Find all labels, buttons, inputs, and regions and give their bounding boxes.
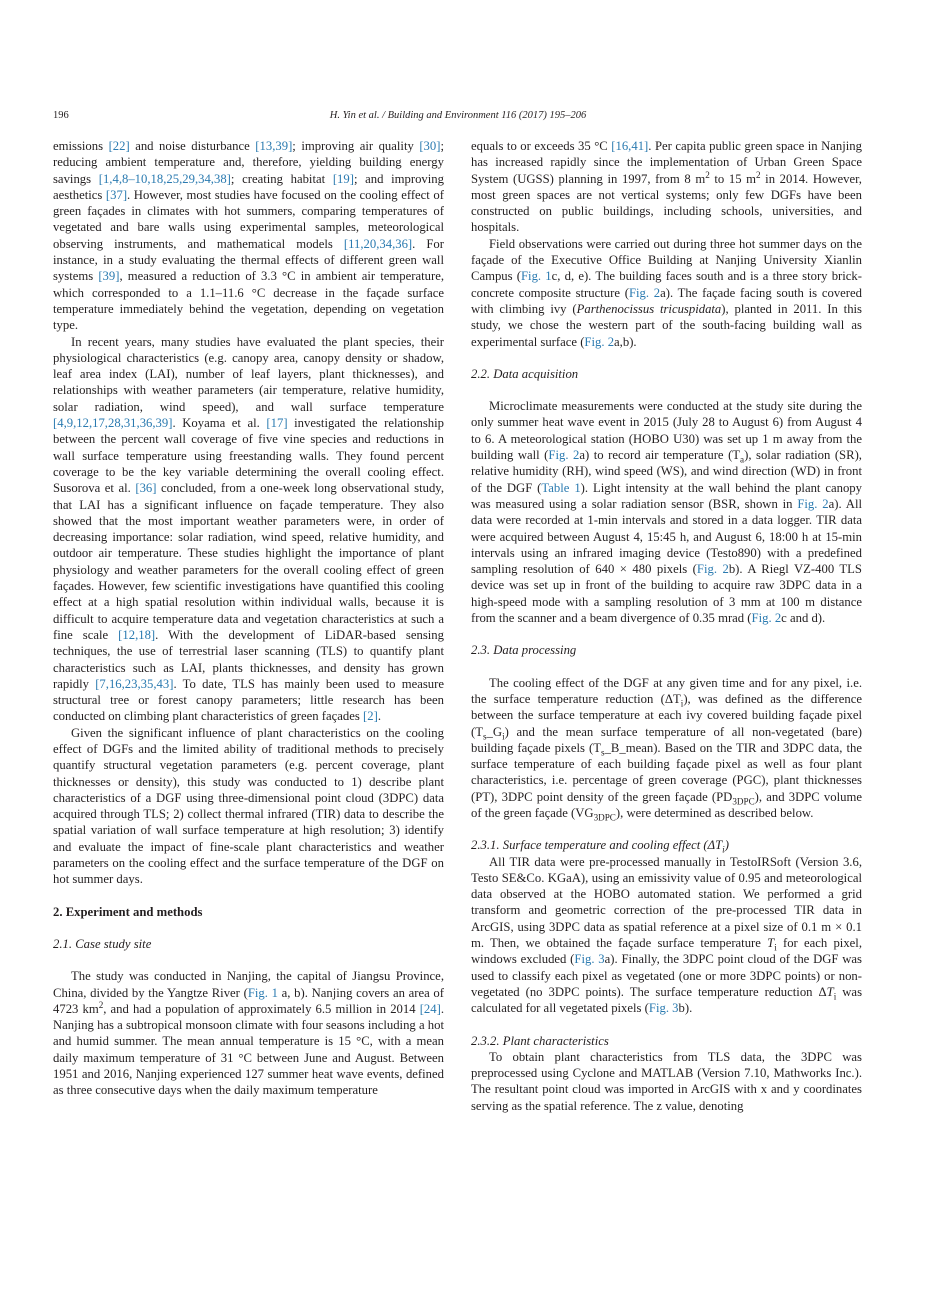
citation-link[interactable]: [7,16,23,35,43]: [95, 676, 174, 691]
paragraph: Microclimate measurements were conducted at the study site during the only summer heat wave event in 2015 (July 28 to August 6) from August 4 to 6. A meteorological station (HOBO U30) was set up 1 m away from the building wall (Fig. 2a) to record air temperature $(T_a)$, solar radiation (SR), relative humidity (RH), wind speed (WS), and wind direction (WD) in front of the DGF (Table 1). Light intensity at the wall behind the plant canopy was measured using a solar radiation sensor (BSR, shown in Fig. 2a). All data were recorded at 1-min intervals and stored in a data logger. TIR data were acquired between August 4, 15:45 h, and August 6, 18:00 h at 15-min intervals using an infrared imaging device (Testo890) with a predefined sampling resolution of 640 × 480 pixels (Fig. 2b). A Riegl VZ-400 TLS device was set up in front of the building to acquire raw 3DPC data in a high-speed mode with a sampling resolution of 3 mm at 100 m distance from the scanner and a beam divergence of 0.35 mrad (Fig. 2c and d).: [471, 399, 862, 626]
paragraph: The cooling effect of the DGF at any given time and for any pixel, i.e. the surface temperature reduction $(\Delta T_i)$, was defined as the difference between the surface temperature at each ivy covered building façade pixel $(T_s\_G_i)$ and the mean surface temperature of all non-vegetated (bare) building façade pixels $(T_s\_B\_mean)$. Based on the TIR and 3DPC data, the surface temperature of each building façade pixel as well as four plant characteristics, i.e. percentage of green coverage (PGC), plant thicknesses (PT), 3DPC point density of the green façade $(PD_{3DPC})$, and 3DPC volume of the green façade $(VG_{3DPC})$, were determined as described below.: [471, 675, 862, 823]
figure-link[interactable]: Fig. 3: [648, 1001, 679, 1016]
figure-link[interactable]: Fig. 1: [521, 269, 552, 284]
left-column: [53, 138, 444, 1099]
paragraph: Given the significant influence of plant characteristics on the cooling effect of DGFs and the limited ability of traditional methods to precisely quantify structural vegetation parameters (e.g. percent coverage, plant thicknesses or density), this study was conducted to 1) describe plant characteristics of a DGF using three-dimensional point cloud (3DPC) data acquired through TLS; 2) collect thermal infrared (TIR) data to describe the spatial variation of wall surface temperature at high resolution; 3) identify and evaluate the impact of fine-scale plant characteristics and weather parameters on the cooling effect and the surface temperature of the DGF on hot summer days.: [53, 725, 444, 887]
citation-link[interactable]: [39]: [98, 269, 120, 284]
citation-link[interactable]: [2]: [363, 709, 378, 724]
citation-link[interactable]: [13,39]: [255, 139, 293, 153]
section-heading: 2. Experiment and methods: [53, 904, 203, 919]
figure-link[interactable]: Fig. 2: [797, 496, 829, 511]
citation-link[interactable]: [36]: [135, 481, 157, 496]
table-link[interactable]: Table 1: [541, 480, 581, 495]
figure-link[interactable]: Fig. 2: [751, 611, 782, 626]
paragraph: The study was conducted in Nanjing, the capital of Jiangsu Province, China, divided by the Yangtze River (Fig. 1 a, b). Nanjing covers an area of 4723 $km^2$, and had a population of approximately 6.5 million in 2014 [24]. Nanjing has a subtropical monsoon climate with four seasons including a hot and humid summer. The mean annual temperature is 15 °C, with a mean daily maximum temperature of 31 °C between June and August. Between 1951 and 2016, Nanjing experienced 127 summer heat wave events, defined as three consecutive days when the daily maximum temperature: [53, 969, 445, 1098]
citation-link[interactable]: [37]: [105, 187, 128, 202]
citation-link[interactable]: [17]: [266, 416, 288, 431]
figure-link[interactable]: Fig. 2: [584, 334, 615, 349]
citation-link[interactable]: [11,20,34,36]: [343, 236, 413, 251]
subsection-heading: 2.2. Data acquisition: [471, 366, 579, 381]
subsection-heading: 2.1. Case study site: [53, 936, 152, 951]
subsubsection-heading: 2.3.2. Plant characteristics: [471, 1033, 609, 1048]
subsection-heading: 2.3. Data processing: [471, 643, 577, 658]
paragraph: All TIR data were pre-processed manually in TestoIRSoft (Version 3.6, Testo SE&Co. KGaA), using an emissivity value of 0.95 and meteorological data observed at the HOBO automated station. We performed a grid transform and geometric correction of the pre-processed TIR data in ArcGIS, using 3DPC data as spatial reference at a pixel size of 0.1 m × 0.1 m. Then, we obtained the façade surface temperature $T_i$ for each pixel, windows excluded (Fig. 3a). Finally, the 3DPC point cloud of the DGF was used to classify each pixel as vegetated (one or more 3DPC points) or non-vegetated (no 3DPC points). The surface temperature reduction $\Delta T_i$ was calculated for all vegetated pixels (Fig. 3b).: [471, 854, 863, 1016]
citation-link[interactable]: [16,41]: [611, 139, 649, 153]
page-number: 196: [53, 110, 69, 121]
figure-link[interactable]: Fig. 2: [628, 285, 661, 300]
figure-link[interactable]: Fig. 2: [548, 448, 580, 463]
citation-link[interactable]: [19]: [332, 171, 354, 186]
paragraph: equals to or exceeds 35 °C [16,41]. Per capita public green space in Nanjing has increased rapidly since the implementation of Urban Green Space System (UGSS) planning in 1997, from 8 $m^2$ to 15 $m^2$ in 2014. However, most green spaces are not vertical systems; only few DGFs have been constructed on public buildings, including schools, universities, and hospitals.: [471, 139, 862, 235]
citation-link[interactable]: [22]: [108, 139, 130, 153]
paragraph: Field observations were carried out during three hot summer days on the façade of the Executive Office Building at Nanjing University Xianlin Campus (Fig. 1c, d, e). The building faces south and is a three story brick-concrete composite structure (Fig. 2a). The façade facing south is covered with climbing ivy (Parthenocissus tricuspidata), planted in 2011. In this study, we chose the western part of the south-facing building wall as experimental surface (Fig. 2a,b).: [471, 236, 862, 349]
citation-link[interactable]: [1,4,8–10,18,25,29,34,38]: [98, 171, 231, 186]
citation-link[interactable]: [24]: [419, 1001, 441, 1016]
citation-link[interactable]: [12,18]: [118, 627, 156, 642]
journal-reference: H. Yin et al. / Building and Environment 116 (2017) 195–206: [329, 110, 587, 121]
paragraph: emissions [22] and noise disturbance [13,39]; improving air quality [30]; reducing ambient temperature and, therefore, yielding building energy savings [1,4,8–10,18,25,29,34,38]; creating habitat [19]; and improving aesthetics [37]. However, most studies have focused on the cooling effect of green façades in climates with hot summers, comparing temperatures of vegetated and bare walls using experimental samples, meteorological observing instruments, and mathematical models [11,20,34,36]. For instance, in a study evaluating the thermal effects of different green wall systems [39], measured a reduction of 3.3 °C in ambient air temperature, which corresponded to a 1.1–11.6 °C decrease in the façade surface temperature immediately behind the vegetation, depending on vegetation type.: [53, 139, 444, 333]
citation-link[interactable]: [4,9,12,17,28,31,36,39]: [53, 416, 173, 431]
right-column: [471, 138, 862, 1114]
running-head: [53, 110, 863, 126]
paragraph: In recent years, many studies have evaluated the plant species, their physiological characteristics (e.g. canopy area, canopy density or shadow, leaf area index (LAI), number of leaf layers, plant thicknesses), and relationships with weather parameters (air temperature, relative humidity, solar radiation, wind speed), and wall surface temperature [4,9,12,17,28,31,36,39]. Koyama et al. [17] investigated the relationship between the percent wall coverage of five vine species and reductions in wall surface temperature using freestanding walls. They found percent coverage to be the key variable determining the overall cooling effect. Susorova et al. [36] concluded, from a one-week long observational study, that LAI has a significant influence on façade temperature. They also showed that the most important weather parameters were, in order of decreasing importance: solar radiation, wind speed, relative humidity, and outdoor air temperature. These studies highlight the importance of plant physiology and weather parameters for the overall cooling effect of green façades. However, few scientific investigations have quantified this cooling effect at a high spatial resolution within individual walls, because it is difficult to acquire temperature data and vegetation characteristics at such a fine scale [12,18]. With the development of LiDAR-based sensing techniques, the use of terrestrial laser scanning (TLS) to quantify plant characteristics such as LAI, plants thicknesses, and density has grown rapidly [7,16,23,35,43]. To date, TLS has mainly been used to measure structural tree or forest canopy parameters; little research has been conducted on climbing plant characteristics of green façades [2].: [53, 334, 444, 724]
figure-link[interactable]: Fig. 2: [696, 562, 729, 577]
paragraph: To obtain plant characteristics from TLS data, the 3DPC was preprocessed using Cyclone and MATLAB (Version 7.10, Mathworks Inc.). The resultant point cloud was imported in ArcGIS with x and y coordinates serving as the spatial reference. The z value, denoting: [471, 1049, 862, 1113]
citation-link[interactable]: [30]: [419, 139, 441, 153]
subsubsection-heading: 2.3.1. Surface temperature and cooling effect $(\Delta T_i)$: [471, 838, 729, 855]
figure-link[interactable]: Fig. 3: [574, 952, 605, 967]
figure-link[interactable]: Fig. 1: [247, 985, 278, 1000]
